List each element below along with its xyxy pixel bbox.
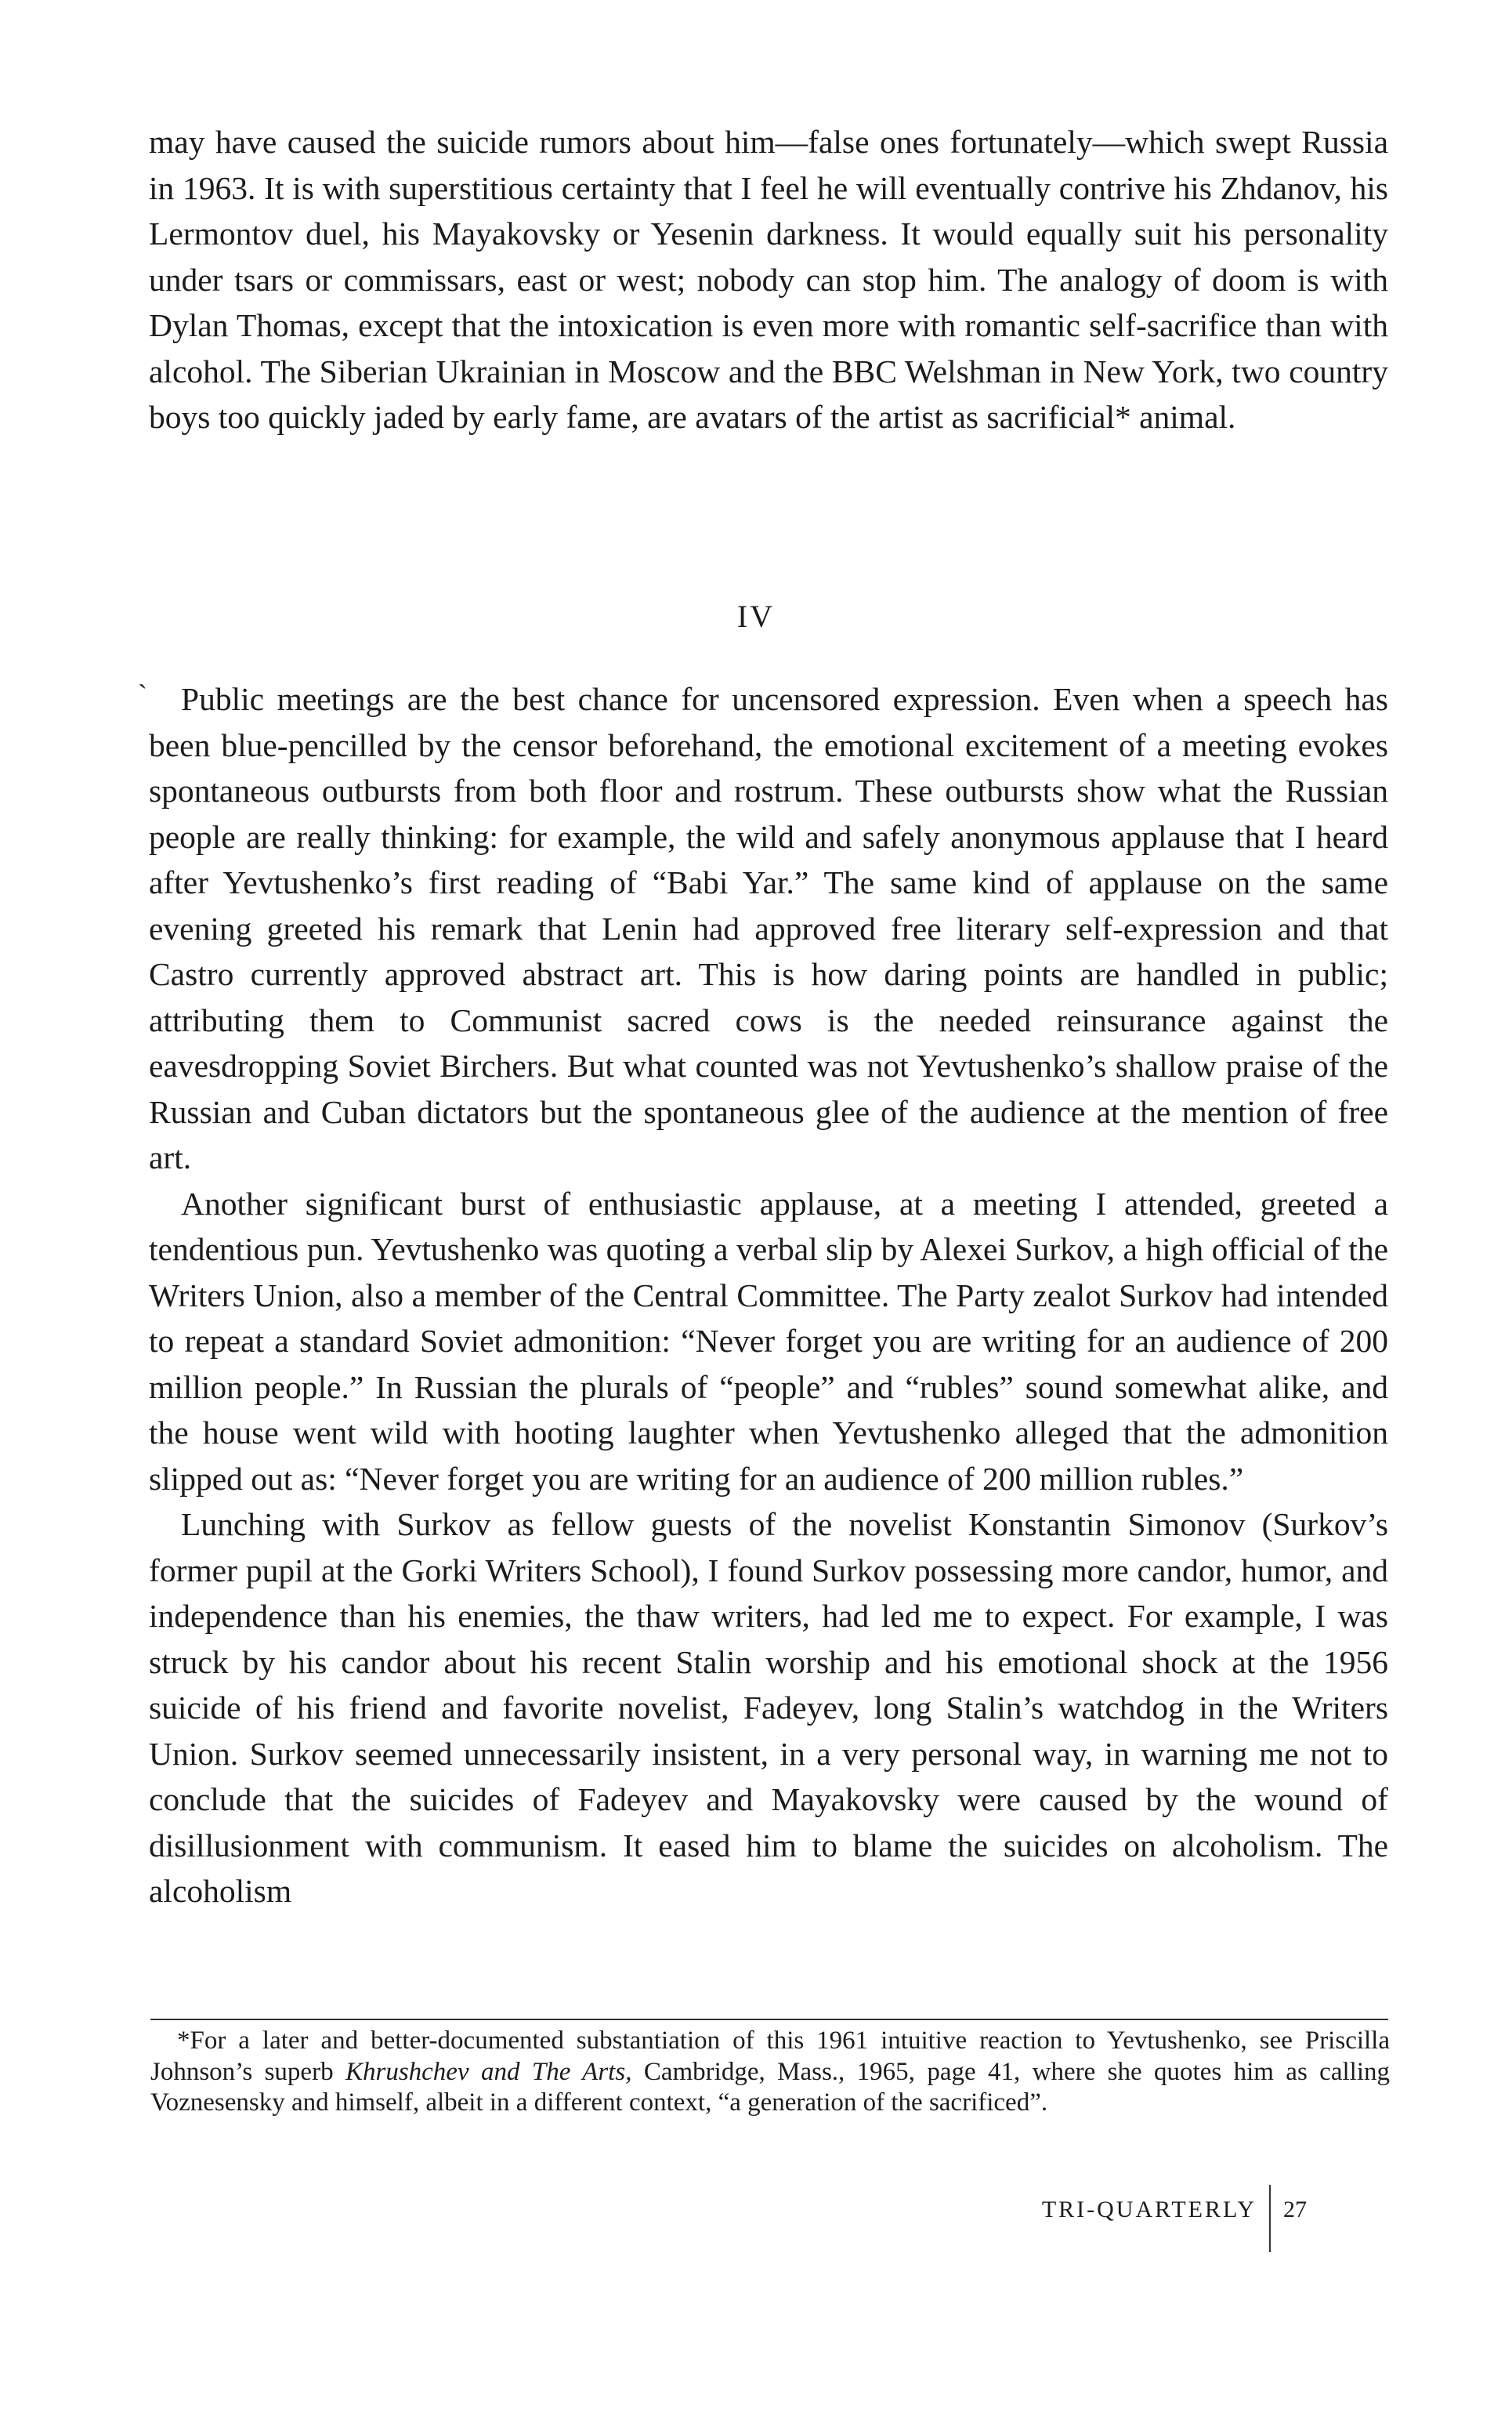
intro-paragraph-block: [149, 119, 1388, 440]
running-footer: [1042, 2191, 1307, 2252]
intro-paragraph: may have caused the suicide rumors about him—false ones fortunately—which swept Russia in 1963. It is with superstitious certainty that I feel he will eventually contrive his Zhdanov, his Lermontov duel, his Mayakovsky or Yesenin darkness. It would equally suit his personality under tsars or commissars, east or west; nobody can stop him. The analogy of doom is with Dylan Thomas, except that the intoxication is even more with romantic self-sacrifice than with alcohol. The Siberian Ukrainian in Moscow and the BBC Welshman in New York, two country boys too quickly jaded by early fame, are avatars of the artist as sacrificial* animal.: [149, 124, 1388, 435]
footnote-lead: *For a later and better-documented substantiation of this 1961 intuitive reaction to Yevtushenko, see Priscilla Johnson’s superb: [150, 2026, 1390, 2086]
body-paragraph: Lunching with Surkov as fellow guests of the novelist Konstantin Simonov (Surkov’s former pupil at the Gorki Writers School), I found Surkov possessing more candor, humor, and independence than his enemies, the thaw writers, had led me to expect. For example, I was struck by his candor about his recent Stalin worship and his emotional shock at the 1956 suicide of his friend and favorite novelist, Fadeyev, long Stalin’s watchdog in the Writers Union. Surkov seemed unnecessarily insistent, in a very personal way, in warning me not to conclude that the suicides of Fadeyev and Mayakovsky were caused by the wound of disillusionment with communism. It eased him to blame the suicides on alcoholism. The alcoholism: [149, 1506, 1388, 1909]
section-body: [149, 676, 1388, 1914]
stray-tick-mark: `: [138, 679, 147, 710]
body-paragraph: Another significant burst of enthusiastic applause, at a meeting I attended, greeted a tendentious pun. Yevtushenko was quoting a verbal slip by Alexei Surkov, a high official of the Writers Union, also a member of the Central Committee. The Party zealot Surkov had intended to repeat a standard Soviet admonition: “Never forget you are writing for an audience of 200 million people.” In Russian the plurals of “people” and “rubles” sound somewhat alike, and the house went wild with hooting laughter when Yevtushenko alleged that the admonition slipped out as: “Never forget you are writing for an audience of 200 million rubles.”: [149, 1185, 1388, 1497]
footnote-divider: [150, 2019, 1388, 2020]
footnote: [150, 2026, 1390, 2119]
page-number: 27: [1283, 2197, 1307, 2222]
body-paragraph: Public meetings are the best chance for uncensored expression. Even when a speech has been blue-pencilled by the censor beforehand, the emotional excitement of a meeting evokes spontaneous outbursts from both floor and rostrum. These outbursts show what the Russian people are really thinking: for example, the wild and safely anonymous applause that I heard after Yevtushenko’s first reading of “Babi Yar.” The same kind of applause on the same evening greeted his remark that Lenin had approved free literary self-expression and that Castro currently approved abstract art. This is how daring points are handled in public; attributing them to Communist sacred cows is the needed reinsurance against the eavesdropping Soviet Birchers. But what counted was not Yevtushenko’s shallow praise of the Russian and Cuban dictators but the spontaneous glee of the audience at the mention of free art.: [149, 681, 1388, 1175]
footnote-book-title: Khrushchev and The Arts,: [345, 2057, 632, 2086]
section-heading: IV: [736, 599, 776, 634]
footnote-tail: Cambridge, Mass., 1965, page 41, where she quotes him as calling Voznesensky and himself, albeit in a different context, “a generation of the sacrificed”.: [150, 2057, 1390, 2117]
journal-name: TRI-QUARTERLY: [1041, 2197, 1257, 2222]
